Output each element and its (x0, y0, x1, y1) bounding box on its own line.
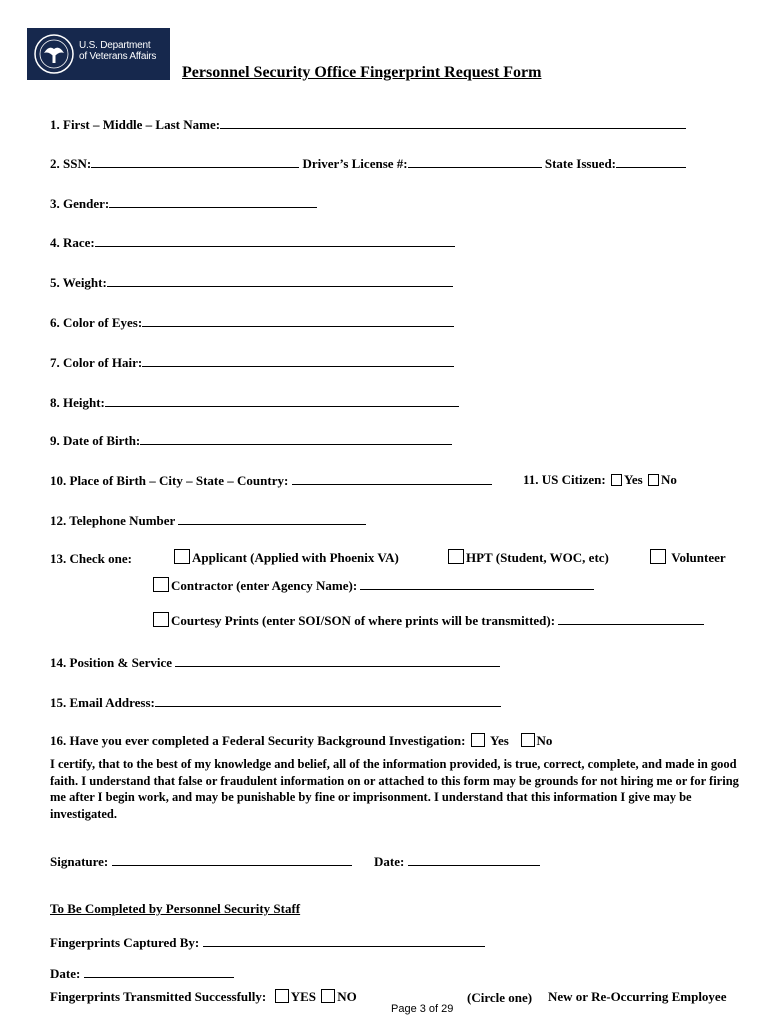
volunteer-label: Volunteer (671, 550, 726, 565)
contractor-input-line[interactable] (360, 577, 594, 590)
citizen-yes-label: Yes (623, 472, 643, 487)
field-dob-label: 9. Date of Birth: (50, 433, 141, 448)
dl-input-line[interactable] (408, 155, 542, 168)
va-logo (27, 28, 170, 80)
field-height-row (50, 394, 459, 411)
field-gender-label: 3. Gender: (50, 196, 110, 211)
citizen-no-checkbox[interactable] (648, 474, 659, 486)
staff-date-row (50, 965, 234, 982)
contractor-checkbox[interactable] (153, 577, 169, 592)
field-position-label: 14. Position & Service (50, 655, 173, 670)
field-height-label: 8. Height: (50, 395, 105, 410)
field-name-label: 1. First – Middle – Last Name: (50, 117, 221, 132)
field-race-row (50, 234, 455, 251)
field-eyes-row (50, 314, 454, 331)
ssn-input-line[interactable] (91, 155, 299, 168)
race-input-line[interactable] (95, 234, 455, 247)
signature-label: Signature: (50, 854, 109, 869)
signature-date-input-line[interactable] (408, 853, 540, 866)
name-input-line[interactable] (220, 116, 686, 129)
captured-by-input-line[interactable] (203, 934, 485, 947)
field-pob-row (50, 472, 492, 489)
dob-input-line[interactable] (140, 432, 452, 445)
gender-input-line[interactable] (109, 195, 317, 208)
field-ssn-label: 2. SSN: (50, 156, 92, 171)
citizen-yes-checkbox[interactable] (611, 474, 622, 486)
field-race-label: 4. Race: (50, 235, 95, 250)
staff-date-input-line[interactable] (84, 965, 234, 978)
logo-text (79, 40, 156, 62)
field-name-row (50, 116, 686, 133)
position-input-line[interactable] (175, 654, 500, 667)
option-volunteer (648, 549, 726, 566)
field-email-label: 15. Email Address: (50, 695, 155, 710)
field-position-row (50, 654, 500, 671)
transmitted-no-checkbox[interactable] (321, 989, 335, 1003)
background-no-label: No (536, 733, 553, 748)
field-gender-row (50, 195, 317, 212)
signature-date-row (374, 853, 540, 870)
courtesy-checkbox[interactable] (153, 612, 169, 627)
field-background-label: 16. Have you ever completed a Federal Security Background Investigation: (50, 733, 466, 748)
certification-text: I certify, that to the best of my knowledge and belief, all of the information provided, is true, correct, complete, and made in good faith. I understand that false or fraudulent information on or attached to this form may be grounds for not hiring me or for firing me after I begin work, and may be punishable by fine or imprisonment. I understand that this information I give may be investigated. (50, 757, 739, 821)
field-phone-label: 12. Telephone Number (50, 513, 176, 528)
email-input-line[interactable] (155, 694, 501, 707)
background-yes-checkbox[interactable] (471, 733, 485, 747)
state-input-line[interactable] (616, 155, 686, 168)
field-pob-label: 10. Place of Birth – City – State – Country: (50, 473, 289, 488)
contractor-label: Contractor (enter Agency Name): (171, 578, 358, 593)
field-dl-label: Driver’s License #: (302, 156, 408, 171)
field-eyes-label: 6. Color of Eyes: (50, 315, 143, 330)
field-email-row (50, 694, 501, 711)
courtesy-label: Courtesy Prints (enter SOI/SON of where prints will be transmitted): (171, 613, 556, 628)
field-weight-row (50, 274, 453, 291)
staff-heading: To Be Completed by Personnel Security Staff (50, 901, 301, 916)
employee-type-label: New or Re-Occurring Employee (548, 989, 727, 1004)
background-no-checkbox[interactable] (521, 733, 535, 747)
option-courtesy (151, 612, 704, 629)
volunteer-checkbox[interactable] (650, 549, 666, 564)
field-ssn-row (50, 155, 686, 172)
weight-input-line[interactable] (107, 274, 453, 287)
transmitted-yes-checkbox[interactable] (275, 989, 289, 1003)
logo-line-1: U.S. Department (79, 40, 151, 51)
citizen-no-label: No (660, 472, 677, 487)
eyes-input-line[interactable] (142, 314, 454, 327)
height-input-line[interactable] (105, 394, 459, 407)
transmitted-yes-label: YES (290, 989, 316, 1004)
field-hair-row (50, 354, 454, 371)
signature-date-label: Date: (374, 854, 405, 869)
staff-date-label: Date: (50, 966, 81, 981)
transmitted-row (50, 989, 357, 1005)
va-seal-icon (33, 33, 75, 75)
hpt-checkbox[interactable] (448, 549, 464, 564)
option-applicant (172, 549, 399, 566)
field-hair-label: 7. Color of Hair: (50, 355, 143, 370)
hair-input-line[interactable] (142, 354, 454, 367)
signature-row (50, 853, 352, 870)
captured-by-label: Fingerprints Captured By: (50, 935, 200, 950)
signature-input-line[interactable] (112, 853, 352, 866)
applicant-checkbox[interactable] (174, 549, 190, 564)
background-yes-label: Yes (490, 733, 509, 748)
field-citizen-label: 11. US Citizen: (523, 472, 606, 487)
field-dob-row (50, 432, 452, 449)
option-contractor (151, 577, 594, 594)
option-hpt (446, 549, 609, 566)
field-citizen-row (523, 472, 677, 488)
logo-line-2: of Veterans Affairs (79, 51, 157, 62)
applicant-label: Applicant (Applied with Phoenix VA) (192, 550, 399, 565)
pob-input-line[interactable] (292, 472, 492, 485)
captured-by-row (50, 934, 485, 951)
phone-input-line[interactable] (178, 512, 366, 525)
form-title: Personnel Security Office Fingerprint Request Form (182, 64, 542, 81)
circle-one-note: (Circle one) (467, 990, 533, 1005)
field-check-label: 13. Check one: (50, 551, 132, 566)
transmitted-no-label: NO (337, 989, 357, 1004)
page-number: Page 3 of 29 (391, 1003, 454, 1015)
courtesy-input-line[interactable] (558, 612, 704, 625)
transmitted-label: Fingerprints Transmitted Successfully: (50, 989, 267, 1004)
hpt-label: HPT (Student, WOC, etc) (466, 550, 609, 565)
field-weight-label: 5. Weight: (50, 275, 107, 290)
field-phone-row (50, 512, 366, 529)
field-state-label: State Issued: (544, 156, 617, 171)
field-background-row (50, 733, 552, 749)
